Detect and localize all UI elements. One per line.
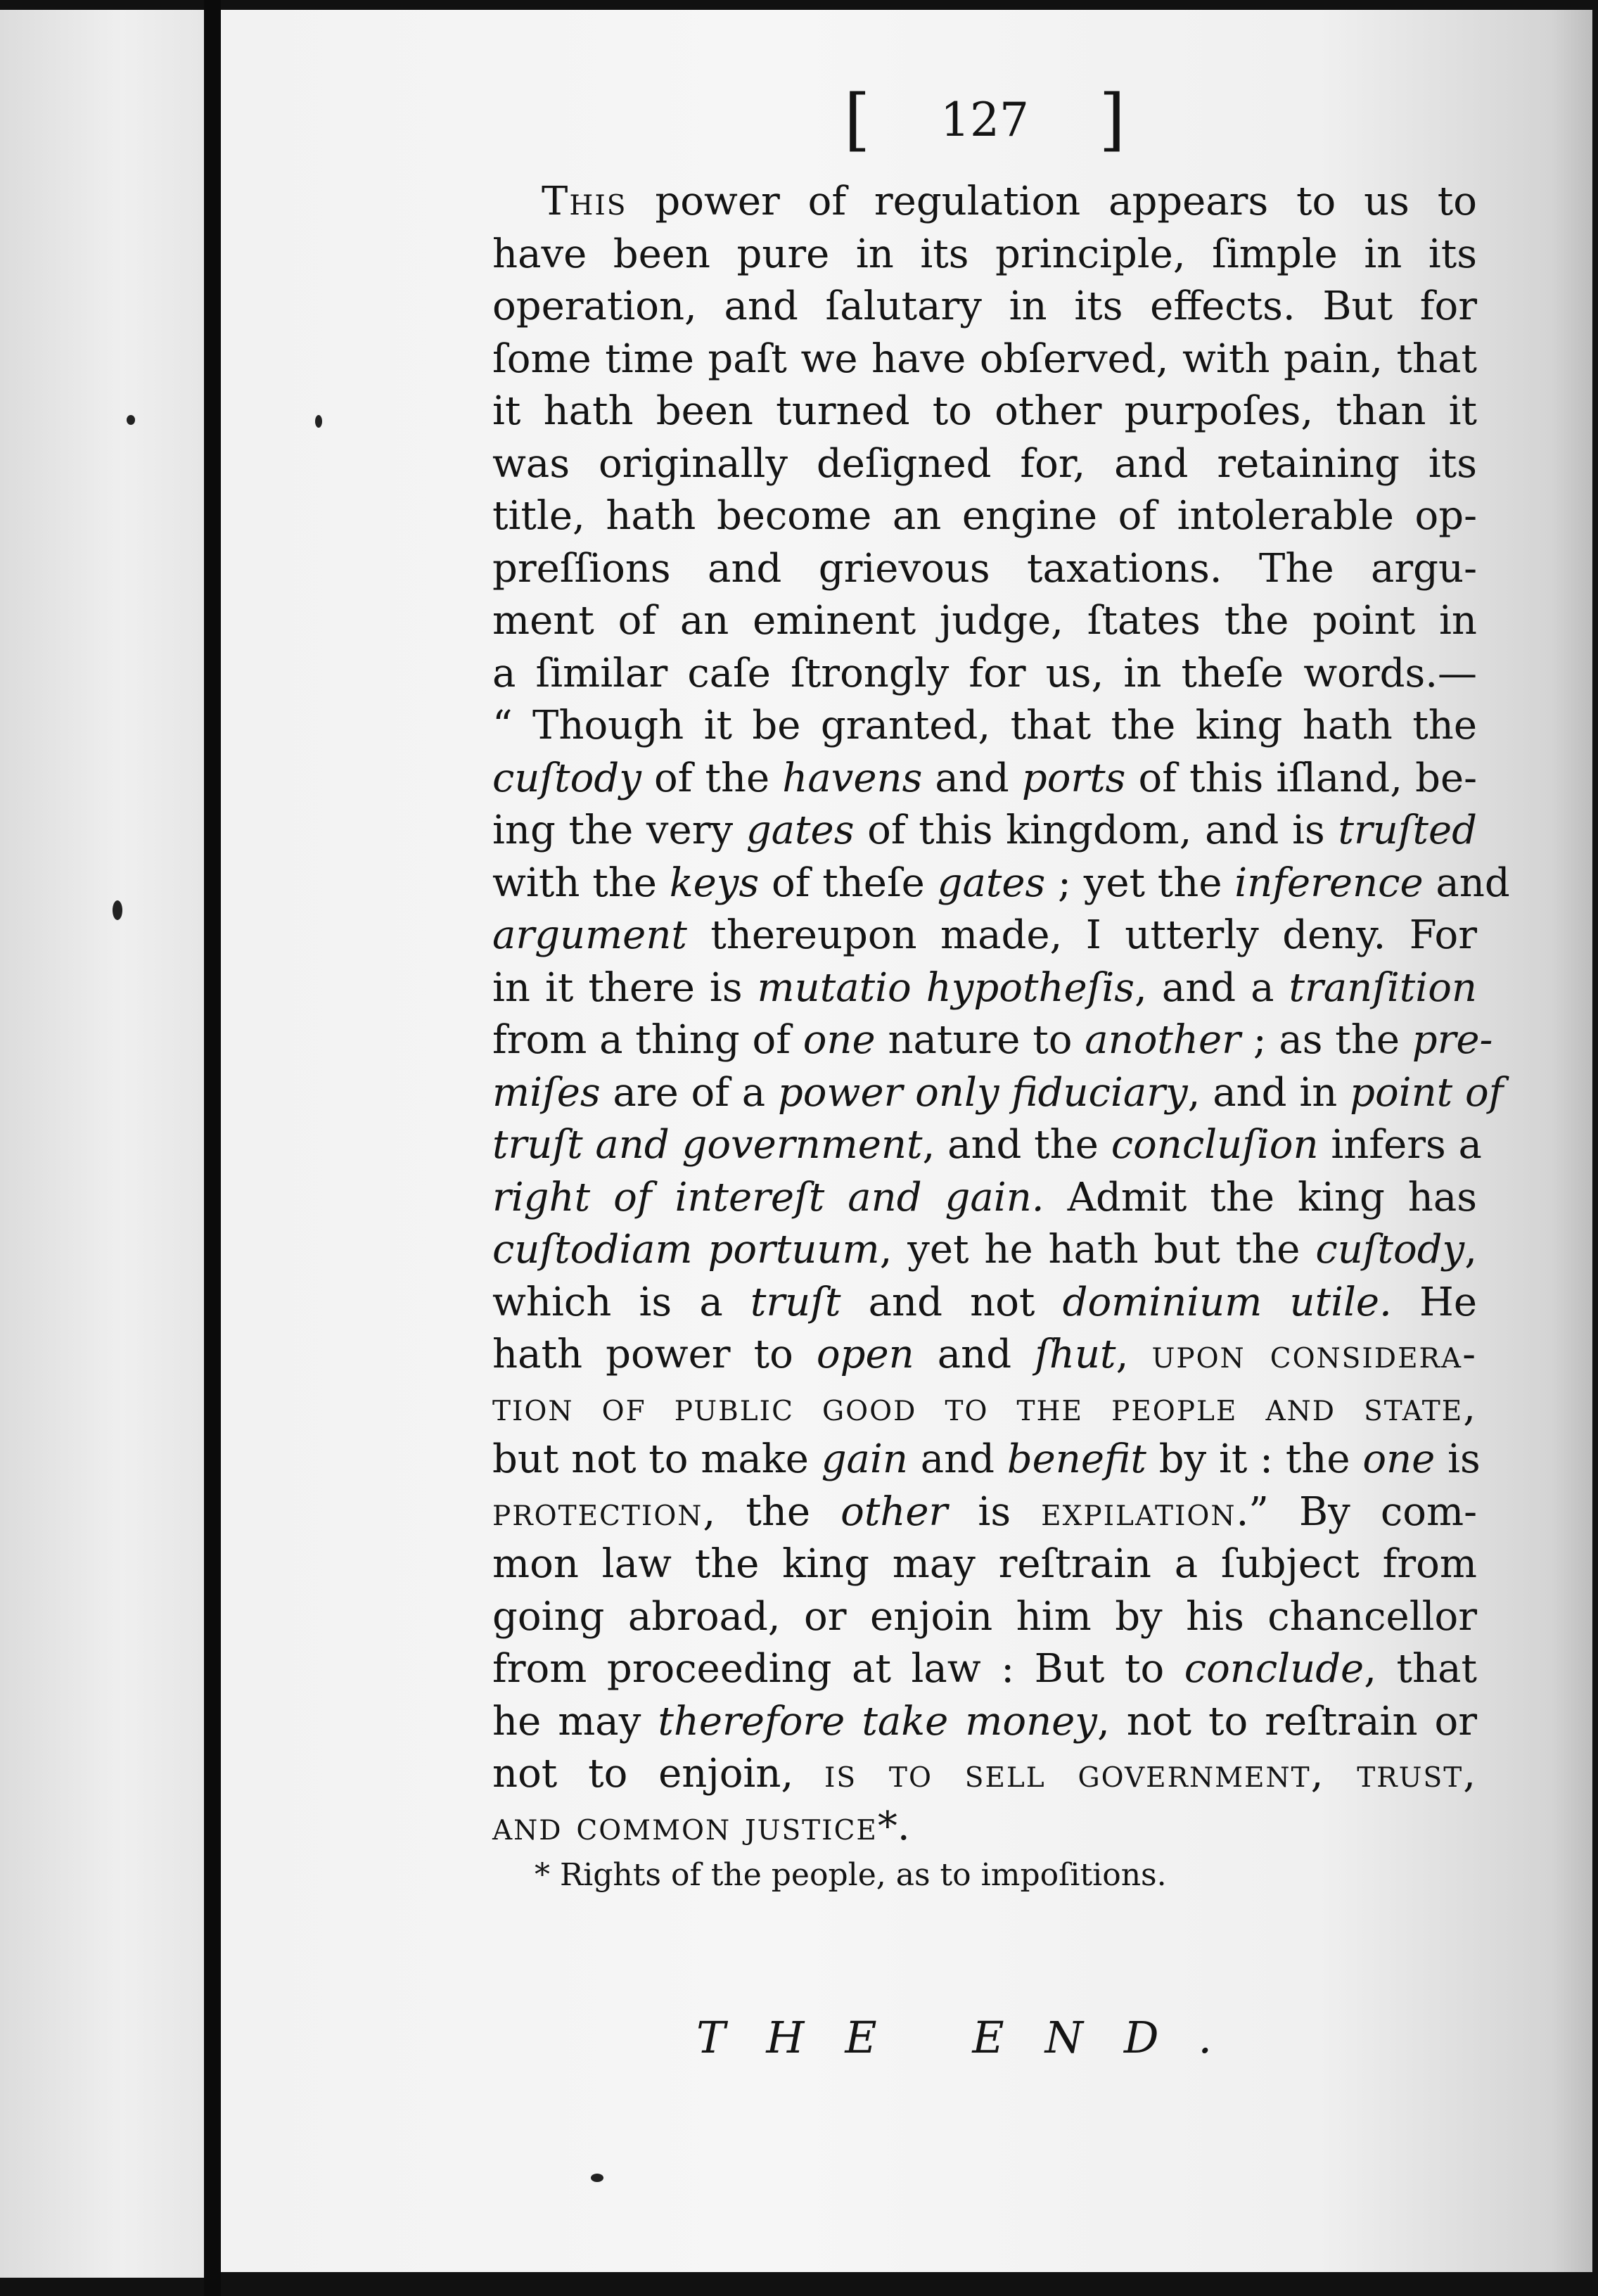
text-run: and [922,755,1022,801]
italic-run: another [1085,1017,1241,1063]
text-run: He [1391,1279,1477,1325]
text-run: was originally deſigned for, and retaining its [492,440,1477,487]
text-run: in it there is [492,964,758,1011]
text-line [492,1067,1504,1120]
text-run: power of regulation appears to us to [627,179,1477,224]
text-run: of theſe [759,860,938,906]
text-run: title, hath become an engine of intolerable op- [492,493,1477,539]
text-line [492,1434,1481,1486]
italic-run: conclude [1184,1646,1364,1692]
italic-run: one [803,1017,876,1063]
text-run: from proceeding at law : But to [492,1646,1184,1692]
text-run: and not [840,1279,1063,1325]
text-line [492,1119,1482,1172]
text-run: , the [703,1488,841,1535]
text-line [492,438,1477,491]
footnote [535,1857,1449,1893]
italic-run: truſt [750,1279,841,1325]
text-run: it hath been turned to other purpoſes, than it [492,388,1477,434]
text-run: a ſimilar caſe ſtrongly for us, in theſe words.— [492,650,1477,696]
italic-run: havens [782,755,923,801]
text-line [492,229,1477,281]
small-caps-run: expilation [1041,1488,1236,1535]
body-paragraph [492,176,1510,1853]
italic-run: benefit [1006,1436,1146,1482]
text-run: and [907,1436,1007,1482]
italic-run: power only fiduciary [777,1069,1188,1116]
text-run: and [914,1332,1035,1377]
text-line [492,1748,1477,1801]
text-line [492,1538,1477,1591]
text-line [492,1643,1477,1696]
text-line [492,490,1477,543]
text-run: is [1435,1436,1481,1482]
text-run: have been pure in its principle, ſimple in its [492,231,1477,277]
text-line [492,385,1477,438]
page-number: 127 [940,92,1029,147]
text-line [492,543,1477,596]
text-run: are of a [600,1069,778,1116]
italic-run: therefore take money [658,1698,1097,1745]
text-run: ing the very [492,808,746,853]
text-run: is [947,1488,1042,1535]
text-run: , yet he hath but the [879,1227,1316,1273]
text-run: operation, and ſalutary in its effects. But for [492,283,1477,329]
italic-run: argument [492,912,687,958]
small-caps-run: protection [492,1488,703,1535]
text-run: ment of an eminent judge, ſtates the point in [492,598,1477,644]
footnote-marker: * [535,1857,550,1893]
italic-run: cuſtody [1315,1227,1465,1273]
footnote-text: Rights of the people, as to impoſitions. [560,1857,1167,1893]
italic-run: gates [937,860,1046,906]
text-line [492,281,1477,333]
text-run: by it : the [1146,1436,1363,1482]
italic-run: gain [821,1436,908,1482]
text-line [492,648,1477,701]
italic-run: ſhut [1035,1332,1116,1377]
small-caps-run: upon considera- [1151,1332,1477,1377]
text-run: and [1423,860,1510,906]
text-run: going abroad, or enjoin him by his chancellor [492,1593,1477,1640]
text-line [492,176,1477,229]
text-line [492,1382,1477,1434]
ink-speck [315,415,322,428]
text-run: , [1464,1227,1477,1273]
show-through-bleed [520,1899,532,1941]
text-run: preſſions and grievous taxations. The argu- [492,545,1477,592]
left-bracket: [ [844,80,871,159]
text-run: *. [877,1803,910,1849]
text-run: , not to reſtrain or [1097,1698,1478,1745]
ink-speck [113,900,122,920]
text-line [492,1486,1477,1539]
italic-run: open [816,1332,914,1377]
text-line [492,857,1510,910]
italic-run: dominium utile. [1062,1279,1392,1325]
right-bracket: ] [1099,80,1125,159]
text-line [492,595,1477,648]
text-line [492,910,1477,962]
italic-run: one [1362,1436,1436,1482]
book-gutter [204,0,221,2296]
text-run: of this kingdom, and is [854,808,1338,853]
text-run: nature to [875,1017,1085,1063]
italic-run: pre- [1412,1017,1493,1063]
the-end-closing: THE END. [696,2012,1253,2063]
italic-run: tranſition [1289,964,1477,1011]
text-line [492,1172,1477,1225]
italic-run: keys [669,860,760,906]
text-line [492,753,1477,805]
text-run: which is a [492,1279,750,1325]
small-caps-run: tion of public good to the people and state, [492,1384,1477,1430]
text-run: ; as the [1240,1017,1412,1063]
text-run: of the [641,755,783,801]
text-line [492,1277,1477,1329]
text-run: of this iſland, be- [1125,755,1478,801]
italic-run: cuſtody [492,755,641,801]
text-line [492,333,1477,386]
text-run: ſome time paſt we have obſerved, with pain, that [492,336,1477,382]
text-line [492,1591,1477,1644]
text-line [492,1329,1477,1382]
text-run: , that [1364,1646,1478,1692]
text-run: he may [492,1698,658,1745]
italic-run: other [840,1488,948,1535]
text-line [492,700,1477,753]
italic-run: right of intereſt and gain. [492,1174,1044,1220]
text-line [492,1014,1493,1067]
italic-run: concluſion [1111,1122,1319,1168]
text-run: thereupon made, I utterly deny. For [686,912,1477,958]
text-run: , [1116,1332,1152,1377]
text-run: not to enjoin, [492,1751,824,1797]
text-run: with the [492,860,670,906]
text-run: hath power to [492,1332,817,1377]
text-run: mon law the king may reſtrain a ſubject from [492,1541,1477,1587]
italic-run: ports [1021,755,1126,801]
text-run: from a thing of [492,1017,803,1063]
text-run: infers a [1318,1122,1482,1168]
ink-speck [127,415,135,425]
text-run: , and the [922,1122,1111,1168]
text-run: ; yet the [1045,860,1235,906]
italic-run: truſted [1338,808,1478,853]
text-line [492,805,1477,857]
text-line [492,1801,1477,1854]
text-run: “ Though it be granted, that the king hath the [492,703,1477,748]
text-line [492,1696,1477,1749]
text-run: but not to make [492,1436,822,1482]
italic-run: inference [1234,860,1424,906]
text-run: , and in [1187,1069,1350,1116]
text-line [492,1224,1477,1277]
text-run: .” By com- [1236,1488,1478,1535]
italic-run: miſes [492,1069,601,1116]
small-caps-run: and common justice [492,1803,878,1849]
ink-speck [591,2174,603,2182]
italic-run: point of [1350,1069,1504,1116]
small-caps-run: This [542,179,627,224]
text-run: Admit the king has [1044,1174,1477,1220]
left-page-margin [0,10,204,2278]
italic-run: gates [746,808,855,853]
italic-run: cuſtodiam portuum [492,1227,880,1273]
italic-run: truſt and government [492,1122,923,1168]
page-number-header [844,81,1125,158]
text-run: , and a [1134,964,1289,1011]
small-caps-run: is to sell government, trust, [824,1751,1478,1797]
text-line [492,962,1477,1015]
italic-run: mutatio hypotheſis [757,964,1135,1011]
